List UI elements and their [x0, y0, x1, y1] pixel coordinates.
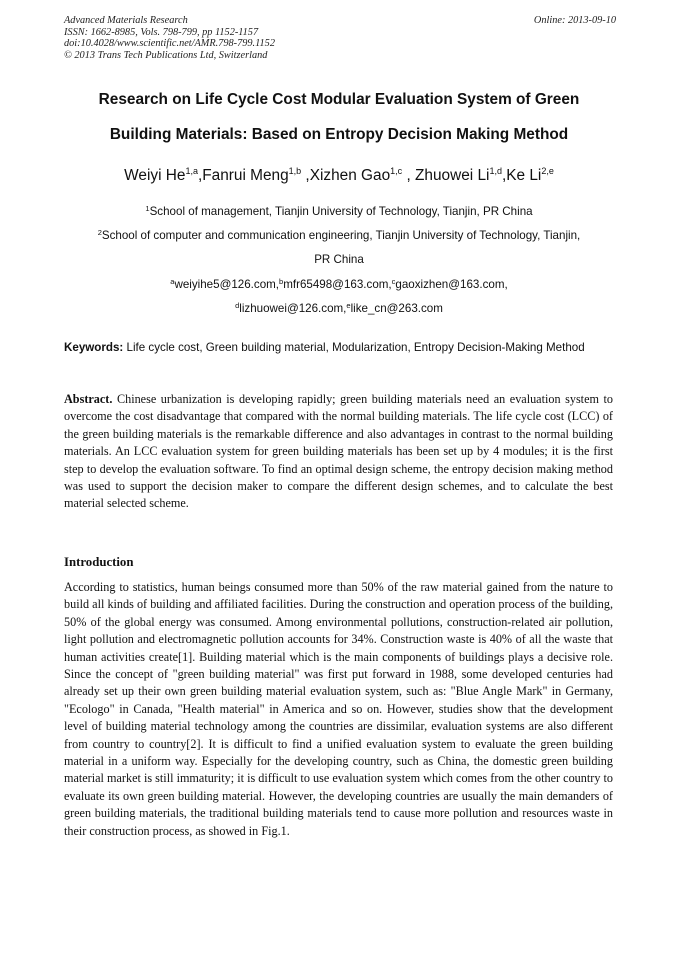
issn-line: ISSN: 1662-8985, Vols. 798-799, pp 1152-1157: [64, 26, 259, 38]
keywords-label: Keywords:: [64, 341, 124, 354]
introduction-body: According to statistics, human beings consumed more than 50% of the raw material gained from the nature to build all kinds of building and affiliated facilities. During the construction and operation process of the building, 50% of the global energy was consumed. Among environmental pollutions, construction-related air pollution, light pollution and electromagnetic pollution accounts for 34%. Construction waste is 40% of all the waste that human activities create[1]. Building material which is the main components of buildings plays a decisive role. Since the concept of "green building material" was first put forward in 1988, some developed centuries had already set up their own green building material evaluation system, such as: "Blue Angle Mark" in Germany, "Ecologo" in Canada, "Health material" in America and so on. However, studies show that the development level of building material technology among the countries are dissimilar, evaluation systems are also different from country to country[2]. It is difficult to find a unified evaluation system to evaluate the green building material in a uniform way. Especially for the developing country, such as China, the domestic green building material market is still immaturity; it is difficult to use evaluation system which comes from the other country to evaluate its own green building material. However, the developing countries are usually the main demanders of green building materials, the traditional building materials tend to cause more pollution and resources waste in their construction process, as showed in Fig.1.: [64, 580, 613, 838]
paper-title-line-2: Building Materials: Based on Entropy Decision Making Method: [109, 126, 569, 143]
author: Ke Li$^{2,e}$: [506, 166, 554, 184]
affiliation-1: $^1$School of management, Tianjin University of Technology, Tianjin, PR China: [145, 204, 533, 218]
email-link[interactable]: weiyihe5@126.com,: [174, 278, 280, 291]
email-link[interactable]: mfr65498@163.com,: [283, 278, 392, 291]
paper-title-line-1: Research on Life Cycle Cost Modular Evaluation System of Green: [98, 91, 580, 108]
author: Xizhen Gao$^{1,c}$ ,: [309, 166, 415, 184]
author: Weiyi He$^{1,a}$,: [124, 166, 203, 184]
copyright-line: © 2013 Trans Tech Publications Ltd, Switzerland: [64, 49, 268, 61]
keywords: [64, 339, 613, 357]
journal-name: Advanced Materials Research: [64, 15, 188, 26]
email-line-2: $^d$lizhuowei@126.com,$^e$like_cn@263.com: [235, 301, 443, 315]
email-link[interactable]: gaoxizhen@163.com,: [395, 278, 508, 291]
email-link[interactable]: lizhuowei@126.com,: [239, 302, 347, 315]
affiliation-2-line-2: PR China: [314, 253, 364, 266]
keywords-text: Life cycle cost, Green building material, Modularization, Entropy Decision-Making Method: [126, 341, 585, 354]
online-date: Online: 2013-09-10: [533, 15, 616, 26]
affiliation-2-line-1: $^2$School of computer and communication engineering, Tianjin University of Technology, Tianjin,: [97, 228, 581, 242]
author: Fanrui Meng$^{1,b}$ ,: [202, 166, 310, 184]
email-line-1: $^a$weiyihe5@126.com,$^b$mfr65498@163.com,$^c$gaoxizhen@163.com,: [170, 277, 508, 291]
author-list: [40, 166, 638, 185]
abstract-label: Abstract.: [64, 392, 113, 406]
author: Zhuowei Li$^{1,d}$,: [415, 166, 507, 184]
introduction-heading: Introduction: [64, 555, 134, 569]
email-link[interactable]: like_cn@263.com: [350, 302, 443, 315]
abstract-text: Chinese urbanization is developing rapidly; green building materials need an evaluation system to overcome the cost disadvantage that compared with the normal building materials. The life cycle cost (LCC) of the green building materials is the remarkable difference and also advantages in contrast to the normal building materials. An LCC evaluation system for green building materials has been set up by 4 modules; it is the first step to develop the evaluation software. To find an optimal design scheme, the entropy decision making method was used to support the decision maker to compare the different design schemes, and to calculate the best material selected scheme.: [64, 392, 613, 511]
doi-line: doi:10.4028/www.scientific.net/AMR.798-799.1152: [64, 38, 275, 50]
abstract: [64, 391, 613, 513]
journal-header: [64, 15, 616, 61]
